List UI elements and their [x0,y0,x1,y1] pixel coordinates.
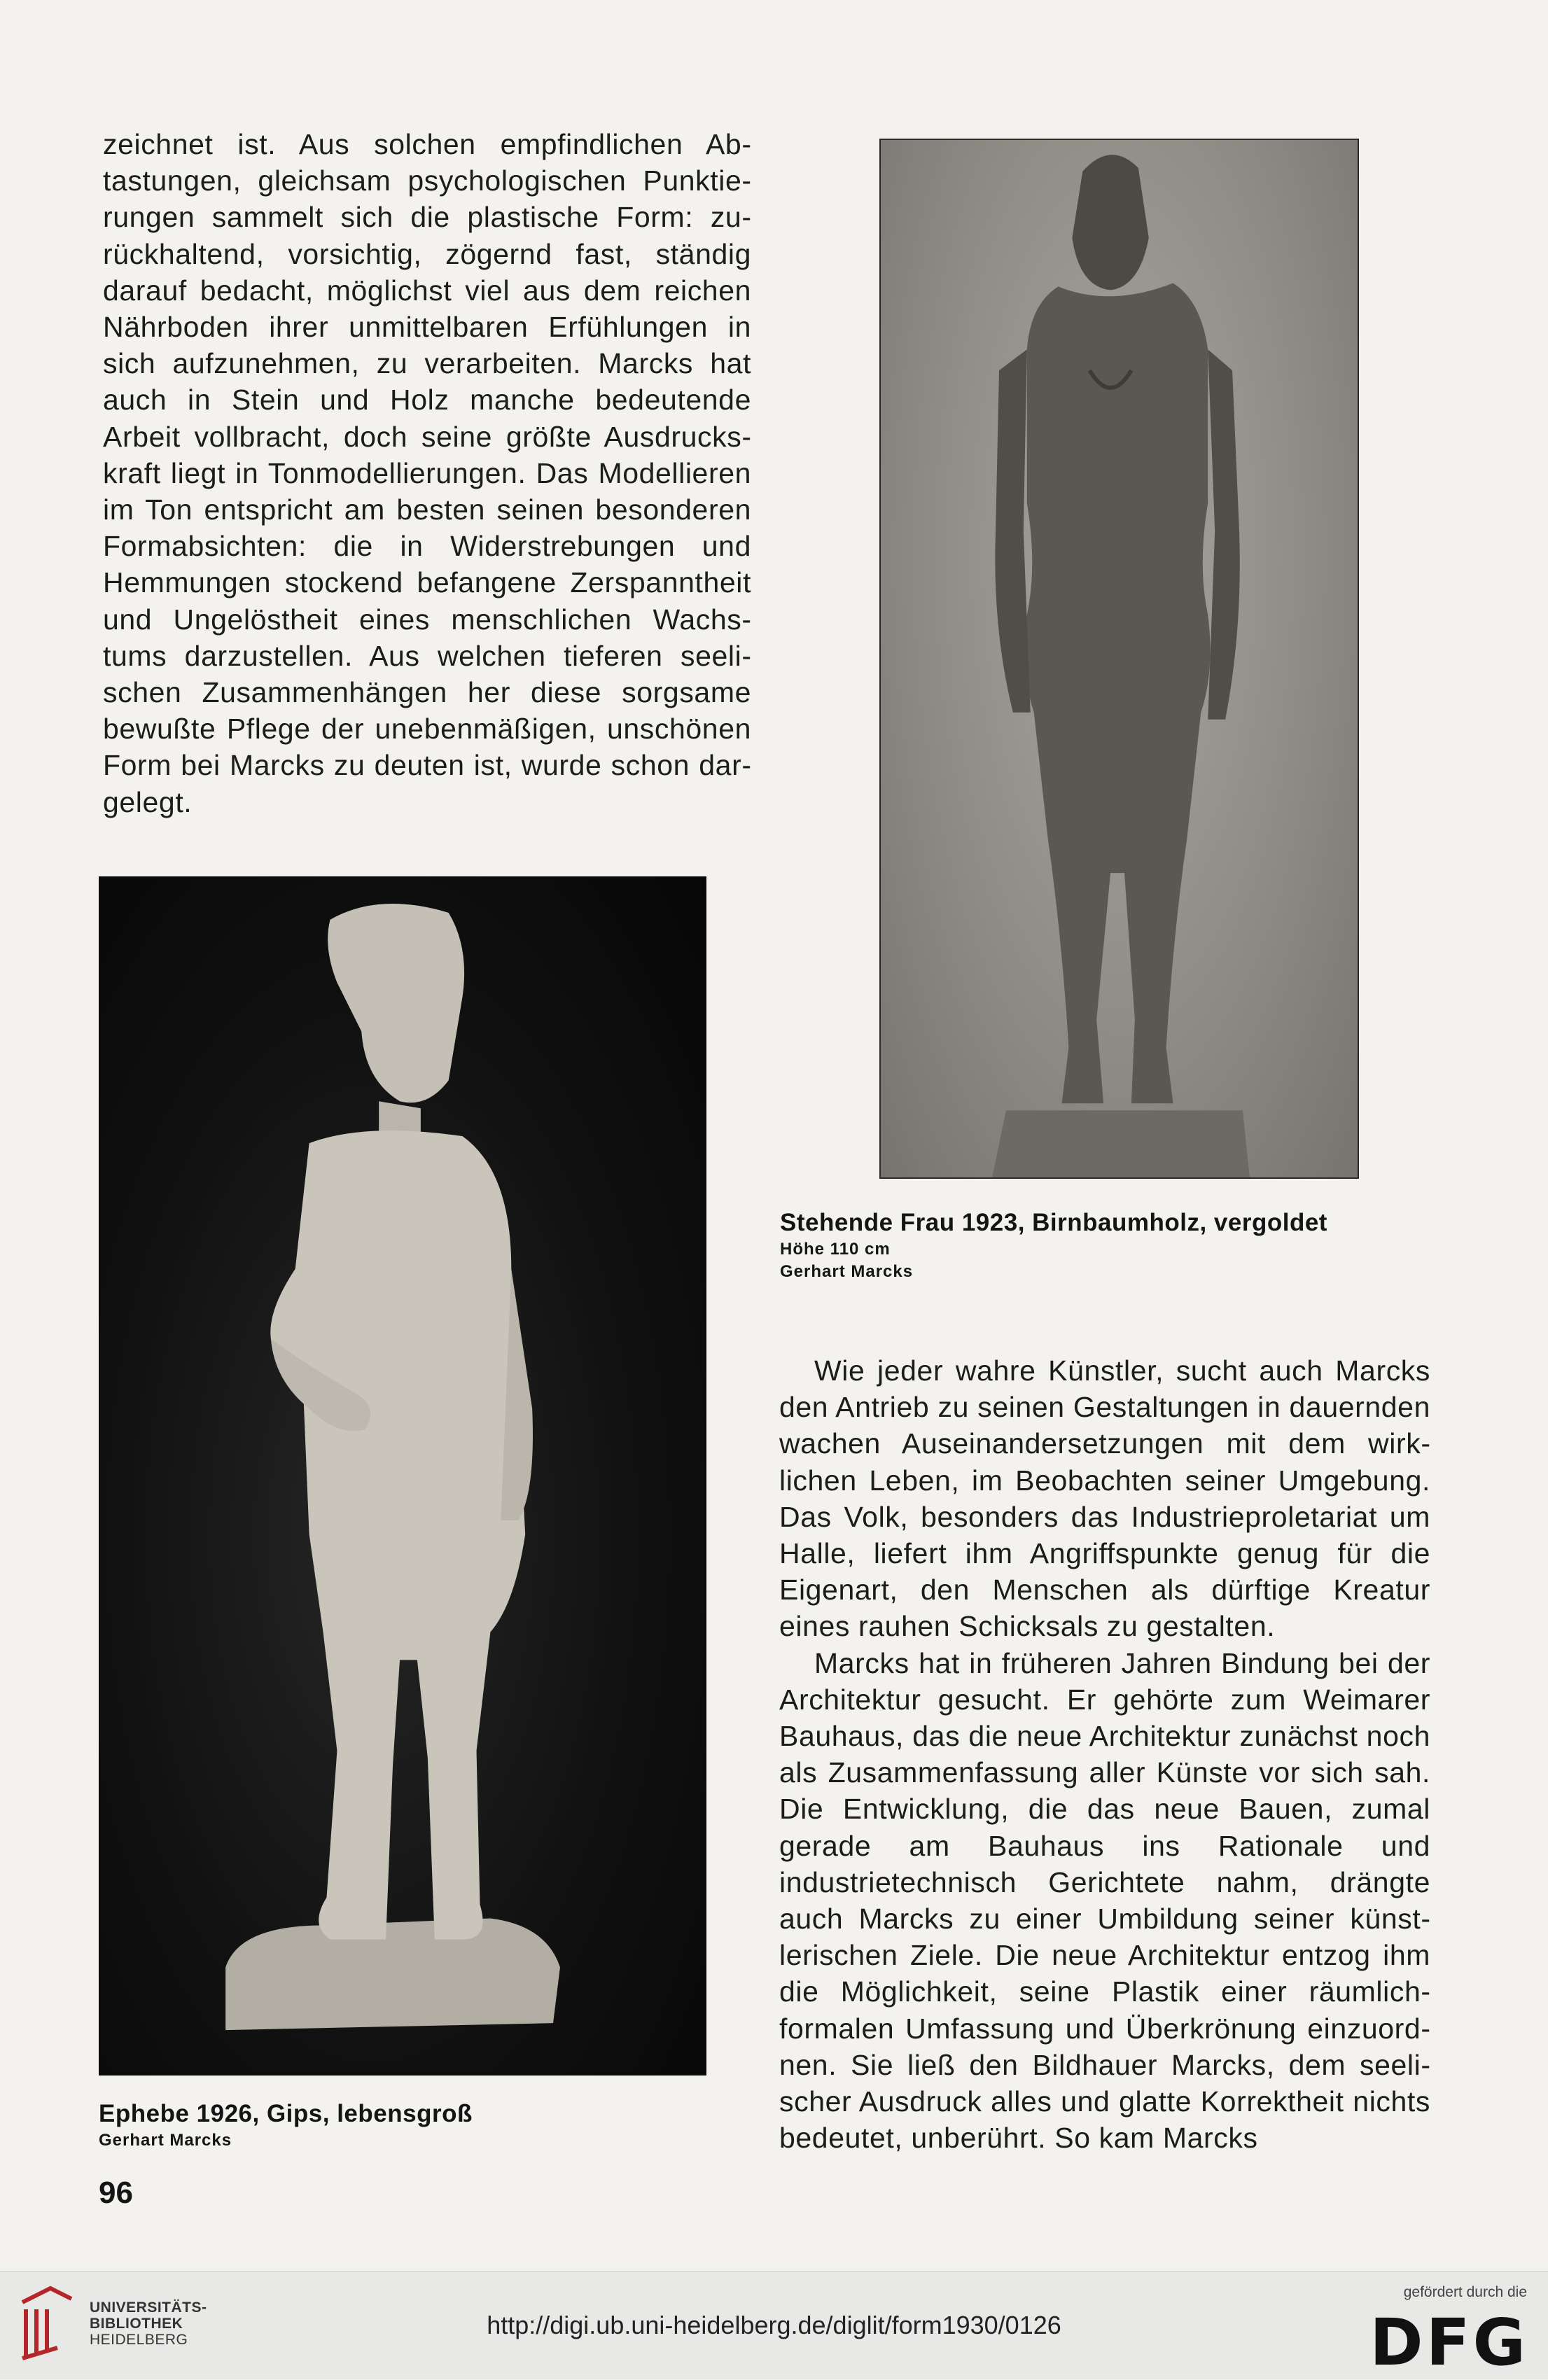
source-url-link[interactable]: http://digi.ub.uni-heidelberg.de/diglit/form1930/0126 [487,2311,1061,2339]
library-name-line: HEIDELBERG [90,2332,188,2348]
caption-title: Stehende Frau 1923, Birnbaumholz, vergoldet [780,1209,1327,1236]
caption-stehende-frau [780,1208,1410,1283]
paragraph-2: Marcks hat in früheren Jahren Bindung bei der Architektur gesucht. Er gehörte zum Weimarer Bauhaus, das die neue Architektur zunächst noch als Zusammenfassung aller Künste vor sich sah. Die Entwicklung, die das neue Bauen, zumal gerade am Bauhaus ins Rationale und industrietechnisch Gerichtete nahm, drängte auch Marcks zu einer Umbildung seiner künstlerischen Ziele. Die neue Architektur entzog ihm die Möglichkeit, seine Plastik einer räumlichformalen Umfassung und Überkrönung einzuordnen. Sie ließ den Bildhauer Marcks, dem seelischer Ausdruck alles und glatte Korrektheit nichts bedeutet, unberührt. So kam Marcks [779,1646,1430,2155]
statue-frau-figure [881,140,1358,1177]
body-text-column-top: zeichnet ist. Aus solchen empfindlichen Abtastungen, gleichsam psychologischen Punktierungen sammelt sich die plastische Form: zurückhaltend, vorsichtig, zögernd fast, ständig darauf bedacht, möglichst viel aus dem reichen Nährboden ihrer unmittelbaren Erfühlungen in sich aufzunehmen, zu verarbeiten. Marcks hat auch in Stein und Holz manche bedeutende Arbeit vollbracht, doch seine größte Ausdruckskraft liegt in Tonmodellierungen. Das Modellieren im Ton entspricht am besten seinen besonderen Formabsichten: die in Widerstrebungen und Hemmungen stockend befangene Zerspanntheit und Ungelöstheit eines menschlichen Wachstums darzustellen. Aus welchen tieferen seelischen Zusammenhängen her diese sorgsame bewußte Pflege der unebenmäßigen, unschönen Form bei Marcks zu deuten ist, wurde schon dargelegt. [103,128,751,818]
statue-ephebe-figure [100,878,705,2074]
dfg-logo: DFG [1369,2305,1528,2380]
caption-size: Höhe 110 cm [780,1240,891,1259]
caption-artist: Gerhart Marcks [99,2131,232,2150]
library-name-line: BIBLIOTHEK [90,2316,183,2332]
caption-title: Ephebe 1926, Gips, lebensgroß [99,2100,473,2127]
photo-stehende-frau [879,139,1359,1179]
funding-note: gefördert durch die [1403,2284,1527,2300]
photo-ephebe [99,876,706,2076]
caption-artist: Gerhart Marcks [780,1262,914,1281]
digitization-footer [0,2271,1548,2379]
body-text-column-bottom [779,1352,1430,2156]
caption-ephebe [99,2099,729,2152]
page-number: 96 [99,2176,133,2210]
paragraph-1: Wie jeder wahre Künstler, sucht auch Marcks den Antrieb zu seinen Gestaltungen in dauernden wachen Auseinandersetzungen mit dem wirklichen Leben, im Beobachten seiner Umgebung. Das Volk, besonders das Industrieproletariat um Halle, liefert ihm Angriffspunkte genug für die Eigenart, den Menschen als dürftige Kreatur eines rauhen Schicksals zu gestalten. [779,1354,1430,1643]
library-name-line: UNIVERSITÄTS- [90,2300,207,2316]
